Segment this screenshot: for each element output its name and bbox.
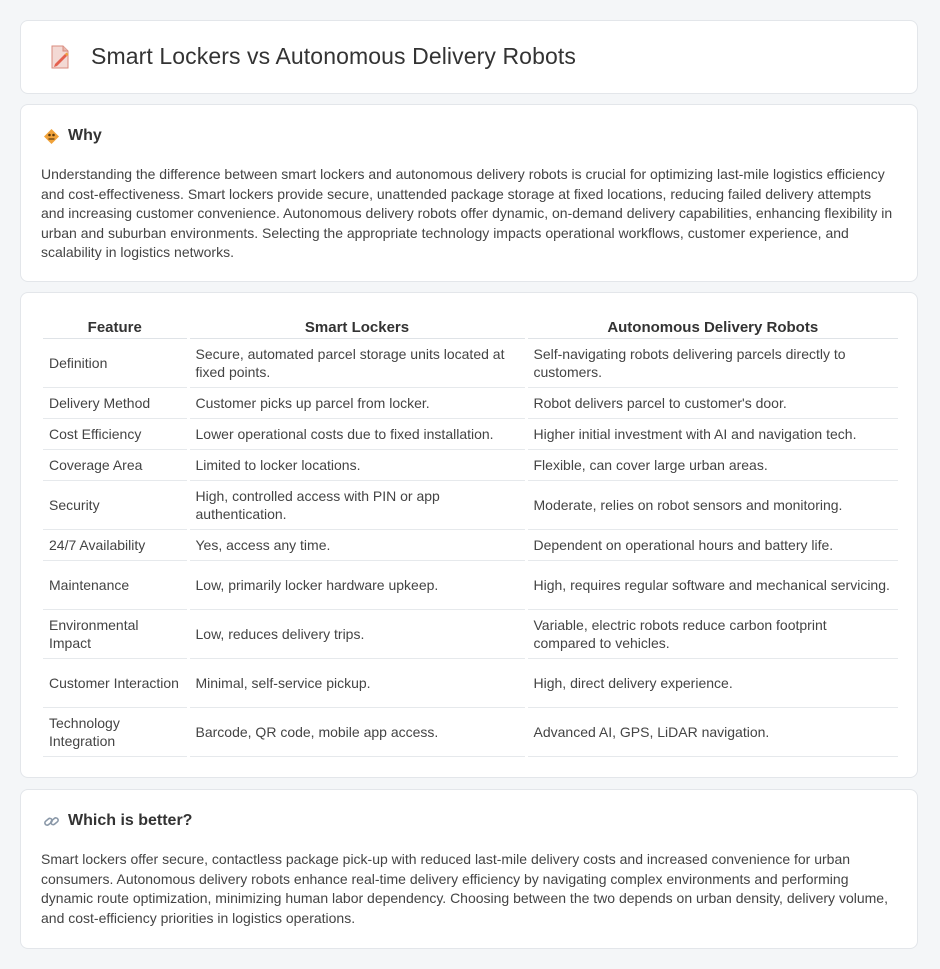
robots-cell: Advanced AI, GPS, LiDAR navigation. [526, 708, 898, 757]
feature-cell: Maintenance [43, 561, 188, 610]
why-section [20, 104, 918, 282]
table-row [43, 530, 898, 561]
table-row [43, 708, 898, 757]
robots-cell: Self-navigating robots delivering parcels directly to customers. [526, 339, 898, 388]
which-is-better-section [20, 789, 918, 949]
smart-lockers-cell: Yes, access any time. [188, 530, 526, 561]
why-heading-row [43, 127, 102, 145]
comparison-section [20, 292, 918, 778]
robots-cell: Flexible, can cover large urban areas. [526, 450, 898, 481]
robots-cell: Variable, electric robots reduce carbon footprint compared to vehicles. [526, 610, 898, 659]
feature-cell: Technology Integration [43, 708, 188, 757]
table-row [43, 339, 898, 388]
why-text: Understanding the difference between smart lockers and autonomous delivery robots is crucial for optimizing last-mile logistics efficiency and cost-effectiveness. Smart lockers provide secure, unattended package storage at fixed locations, reducing failed delivery attempts and increasing customer convenience. Autonomous delivery robots offer dynamic, on-demand delivery capabilities, enhancing flexibility in urban and suburban environments. Selecting the appropriate technology impacts operational workflows, customer experience, and scalability in logistics networks. [41, 166, 893, 261]
feature-cell: Delivery Method [43, 388, 188, 419]
smart-lockers-cell: Limited to locker locations. [188, 450, 526, 481]
feature-cell: 24/7 Availability [43, 530, 188, 561]
smart-lockers-cell: Minimal, self-service pickup. [188, 659, 526, 708]
table-row [43, 659, 898, 708]
column-header-robots: Autonomous Delivery Robots [526, 315, 898, 339]
robots-cell: High, requires regular software and mechanical servicing. [526, 561, 898, 610]
table-row [43, 450, 898, 481]
link-icon [43, 813, 60, 830]
smart-lockers-cell: Secure, automated parcel storage units located at fixed points. [188, 339, 526, 388]
comparison-table [43, 315, 898, 757]
smart-lockers-cell: Low, primarily locker hardware upkeep. [188, 561, 526, 610]
feature-cell: Environmental Impact [43, 610, 188, 659]
table-row [43, 481, 898, 530]
smart-lockers-cell: Barcode, QR code, mobile app access. [188, 708, 526, 757]
robots-cell: Higher initial investment with AI and navigation tech. [526, 419, 898, 450]
table-header-row [43, 315, 898, 339]
feature-cell: Security [43, 481, 188, 530]
better-heading-row [43, 812, 192, 830]
feature-cell: Definition [43, 339, 188, 388]
warning-sign-icon [43, 128, 60, 145]
column-header-feature: Feature [43, 315, 188, 339]
table-row [43, 561, 898, 610]
table-row [43, 610, 898, 659]
feature-cell: Cost Efficiency [43, 419, 188, 450]
better-text: Smart lockers offer secure, contactless package pick-up with reduced last-mile delivery costs and increased convenience for urban consumers. Autonomous delivery robots enhance real-time delivery efficiency by navigating complex environments and performing dynamic route optimization, minimizing human labor dependency. Choosing between the two depends on urban density, delivery volume, and cost-efficiency priorities in logistics operations. [41, 851, 888, 926]
smart-lockers-cell: High, controlled access with PIN or app authentication. [188, 481, 526, 530]
title-row [47, 43, 576, 70]
smart-lockers-cell: Low, reduces delivery trips. [188, 610, 526, 659]
column-header-smart-lockers: Smart Lockers [188, 315, 526, 339]
page-title: Smart Lockers vs Autonomous Delivery Robots [91, 43, 576, 69]
robots-cell: High, direct delivery experience. [526, 659, 898, 708]
smart-lockers-cell: Lower operational costs due to fixed installation. [188, 419, 526, 450]
smart-lockers-cell: Customer picks up parcel from locker. [188, 388, 526, 419]
feature-cell: Customer Interaction [43, 659, 188, 708]
table-row [43, 419, 898, 450]
robots-cell: Robot delivers parcel to customer's door. [526, 388, 898, 419]
header-card [20, 20, 918, 94]
why-heading: Why [68, 127, 102, 144]
table-row [43, 388, 898, 419]
document-edit-icon [47, 44, 73, 70]
better-heading: Which is better? [68, 812, 193, 829]
feature-cell: Coverage Area [43, 450, 188, 481]
robots-cell: Moderate, relies on robot sensors and monitoring. [526, 481, 898, 530]
robots-cell: Dependent on operational hours and battery life. [526, 530, 898, 561]
